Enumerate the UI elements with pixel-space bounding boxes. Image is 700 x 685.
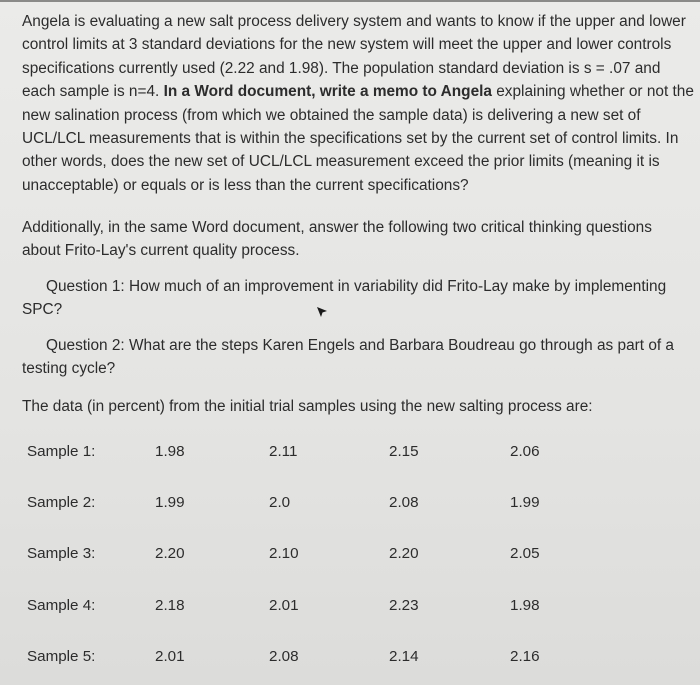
additional-paragraph: Additionally, in the same Word document, answer the following two critical thinking questions about Frito-Lay's current quality process. (22, 219, 652, 260)
table-row (0, 545, 700, 569)
sample-value: 2.08 (389, 494, 419, 511)
sample-value: 2.16 (510, 648, 540, 665)
sample-value: 2.08 (269, 648, 299, 665)
table-row (0, 648, 700, 672)
sample-label: Sample 5: (27, 648, 96, 665)
intro-paragraph (22, 10, 698, 197)
data-intro: The data (in percent) from the initial trial samples using the new salting process are: (22, 398, 593, 415)
intro-text-start: Angela is evaluating a new salt process delivery system and wants to know if the upper and lower control limits at 3 standard deviations for the new system will meet the upper and lower controls specifications currently used (2.22 and 1.98). The population standard deviation is s = .07 and each sample is n=4. (22, 13, 686, 101)
question-1-text: Question 1: How much of an improvement in variability did Frito-Lay make by implementing SPC? (22, 278, 667, 318)
sample-value: 1.99 (155, 494, 185, 511)
mouse-pointer-icon (316, 306, 328, 318)
sample-value: 1.98 (510, 597, 540, 614)
sample-value: 2.06 (510, 443, 540, 460)
sample-value: 2.14 (389, 648, 419, 665)
sample-value: 2.23 (389, 597, 419, 614)
sample-value: 2.18 (155, 597, 185, 614)
sample-value: 2.01 (155, 648, 185, 665)
top-border (0, 0, 700, 2)
sample-value: 1.99 (510, 494, 540, 511)
sample-label: Sample 1: (27, 443, 96, 460)
sample-value: 2.15 (389, 443, 419, 460)
sample-value: 1.98 (155, 443, 185, 460)
intro-text-end: explaining whether or not the new salination process (from which we obtained the sample data) is delivering a new set of UCL/LCL measurements that is within the specifications set by the current set of control limits. In other words, does the new set of UCL/LCL measurement exceed the prior limits (meaning it is unacceptable) or equals or is less than the current specifications? (22, 83, 694, 194)
sample-value: 2.01 (269, 597, 299, 614)
sample-value: 2.11 (269, 443, 298, 460)
sample-value: 2.20 (155, 545, 185, 562)
sample-value: 2.10 (269, 545, 299, 562)
question-2-text: Question 2: What are the steps Karen Engels and Barbara Boudreau go through as part of a testing cycle? (22, 337, 674, 377)
table-row (0, 597, 700, 621)
intro-bold-text: In a Word document, write a memo to Angela (163, 83, 492, 101)
question-2 (22, 334, 692, 380)
sample-value: 2.0 (269, 494, 291, 511)
table-row (0, 443, 700, 467)
table-row (0, 494, 700, 518)
sample-label: Sample 2: (27, 494, 96, 511)
sample-value: 2.05 (510, 545, 540, 562)
question-1 (22, 275, 692, 321)
sample-label: Sample 4: (27, 597, 96, 614)
sample-value: 2.20 (389, 545, 419, 562)
sample-label: Sample 3: (27, 545, 96, 562)
